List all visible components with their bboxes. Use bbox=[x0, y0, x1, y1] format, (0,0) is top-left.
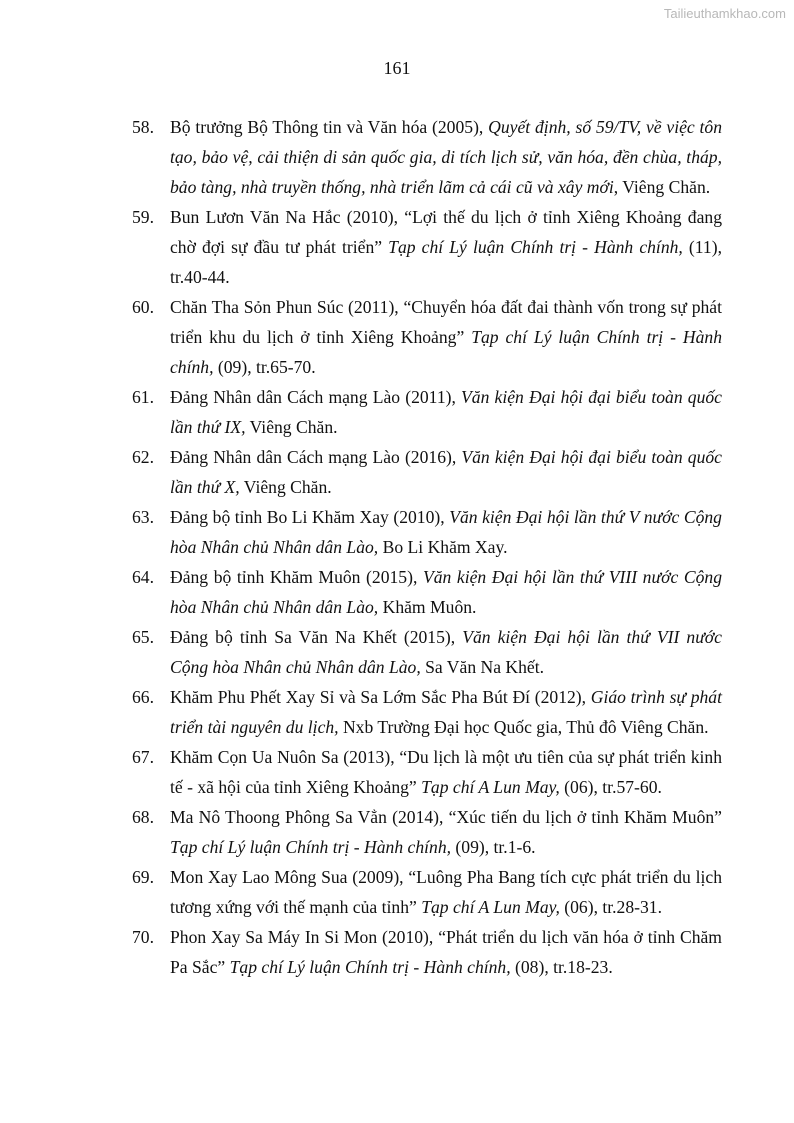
reference-title-italic: Văn kiện Đại hội đại biểu toàn quốc lần thứ IX, bbox=[170, 387, 722, 437]
reference-text: (06), tr.57-60. bbox=[559, 777, 662, 797]
reference-text: Đảng bộ tỉnh Sa Văn Na Khết (2015), bbox=[170, 627, 463, 647]
reference-number: 63. bbox=[132, 507, 154, 527]
reference-title-italic: Tạp chí A Lun May, bbox=[421, 777, 560, 797]
watermark: Tailieuthamkhao.com bbox=[663, 6, 786, 21]
reference-number: 68. bbox=[132, 807, 154, 827]
reference-text: Mon Xay Lao Mông Sua (2009), “Luông Pha Bang tích cực phát triển du lịch tương xứng với thế mạnh của tỉnh” bbox=[170, 867, 722, 917]
reference-item bbox=[132, 742, 722, 802]
reference-text: Viêng Chăn. bbox=[239, 477, 332, 497]
reference-number: 66. bbox=[132, 687, 154, 707]
reference-text: Đảng Nhân dân Cách mạng Lào (2016), bbox=[170, 447, 462, 467]
reference-number: 70. bbox=[132, 927, 154, 947]
reference-text: Bo Li Khăm Xay. bbox=[378, 537, 508, 557]
page-number: 161 bbox=[383, 58, 411, 78]
reference-item bbox=[132, 442, 722, 502]
reference-text: (08), tr.18-23. bbox=[510, 957, 613, 977]
reference-text: Đảng bộ tỉnh Khăm Muôn (2015), bbox=[170, 567, 423, 587]
reference-text: Khăm Phu Phết Xay Sỉ và Sa Lớm Sắc Pha Bút Đí (2012), bbox=[170, 687, 591, 707]
reference-text: Bộ trưởng Bộ Thông tin và Văn hóa (2005), bbox=[170, 117, 489, 137]
reference-item bbox=[132, 682, 722, 742]
reference-title-italic: Tạp chí Lý luận Chính trị - Hành chính, bbox=[170, 837, 452, 857]
reference-number: 64. bbox=[132, 567, 154, 587]
reference-text: Khăm Cọn Ua Nuôn Sa (2013), “Du lịch là một ưu tiên của sự phát triển kinh tế - xã hội của tỉnh Xiêng Khoảng” bbox=[170, 747, 722, 797]
reference-text: Sa Văn Na Khết. bbox=[420, 657, 545, 677]
reference-title-italic: Văn kiện Đại hội lần thứ V nước Cộng hòa Nhân chủ Nhân dân Lào, bbox=[170, 507, 722, 557]
reference-number: 69. bbox=[132, 867, 154, 887]
reference-text: , Viêng Chăn. bbox=[613, 177, 711, 197]
reference-title-italic: Tạp chí Lý luận Chính trị - Hành chính, bbox=[170, 327, 722, 377]
reference-item bbox=[132, 622, 722, 682]
reference-number: 67. bbox=[132, 747, 154, 767]
reference-text: Đảng Nhân dân Cách mạng Lào (2011), bbox=[170, 387, 462, 407]
reference-item bbox=[132, 562, 722, 622]
reference-text: (06), tr.28-31. bbox=[559, 897, 662, 917]
reference-item bbox=[132, 112, 722, 202]
reference-number: 58. bbox=[132, 117, 154, 137]
reference-text: (11), tr.40-44. bbox=[170, 237, 722, 287]
reference-item bbox=[132, 202, 722, 292]
reference-title-italic: Văn kiện Đại hội lần thứ VIII nước Cộng hòa Nhân chủ Nhân dân Lào, bbox=[170, 567, 722, 617]
reference-item bbox=[132, 502, 722, 562]
reference-title-italic: Giáo trình sự phát triển tài nguyên du lịch, bbox=[170, 687, 722, 737]
reference-title-italic: Văn kiện Đại hội lần thứ VII nước Cộng hòa Nhân chủ Nhân dân Lào, bbox=[170, 627, 722, 677]
reference-text: Đảng bộ tỉnh Bo Li Khăm Xay (2010), bbox=[170, 507, 450, 527]
reference-list bbox=[132, 112, 722, 982]
reference-text: Chăn Tha Sỏn Phun Súc (2011), “Chuyển hóa đất đai thành vốn trong sự phát triển khu du lịch ở tỉnh Xiêng Khoảng” bbox=[170, 297, 722, 347]
reference-text: Ma Nô Thoong Phông Sa Vẳn (2014), “Xúc tiến du lịch ở tỉnh Khăm Muôn” bbox=[170, 807, 722, 827]
reference-title-italic: Tạp chí Lý luận Chính trị - Hành chính, bbox=[229, 957, 511, 977]
reference-title-italic: Quyết định, số 59/TV, về việc tôn tạo, bảo vệ, cải thiện di sản quốc gia, di tích lịch sử, văn hóa, đền chùa, tháp, bảo tàng, nhà truyền thống, nhà triển lãm cả cái cũ và xây mới bbox=[170, 117, 723, 197]
reference-number: 60. bbox=[132, 297, 154, 317]
reference-text: (09), tr.1-6. bbox=[451, 837, 536, 857]
reference-item bbox=[132, 802, 722, 862]
reference-text: Bun Lươn Văn Na Hắc (2010), “Lợi thế du lịch ở tỉnh Xiêng Khoảng đang chờ đợi sự đầu tư phát triển” bbox=[170, 207, 722, 257]
reference-title-italic: Tạp chí A Lun May, bbox=[421, 897, 560, 917]
reference-item bbox=[132, 292, 722, 382]
reference-item bbox=[132, 922, 722, 982]
reference-number: 61. bbox=[132, 387, 154, 407]
reference-item bbox=[132, 382, 722, 442]
reference-number: 62. bbox=[132, 447, 154, 467]
reference-item bbox=[132, 862, 722, 922]
reference-text: Nxb Trường Đại học Quốc gia, Thủ đô Viêng Chăn. bbox=[338, 717, 709, 737]
reference-text: Phon Xay Sa Máy In Si Mon (2010), “Phát triển du lịch văn hóa ở tỉnh Chăm Pa Sắc” bbox=[170, 927, 722, 977]
reference-number: 65. bbox=[132, 627, 154, 647]
reference-text: Viêng Chăn. bbox=[245, 417, 338, 437]
reference-title-italic: Tạp chí Lý luận Chính trị - Hành chính, bbox=[388, 237, 683, 257]
reference-title-italic: Văn kiện Đại hội đại biểu toàn quốc lần thứ X, bbox=[170, 447, 722, 497]
reference-text: Khăm Muôn. bbox=[378, 597, 477, 617]
reference-text: (09), tr.65-70. bbox=[213, 357, 316, 377]
reference-number: 59. bbox=[132, 207, 154, 227]
